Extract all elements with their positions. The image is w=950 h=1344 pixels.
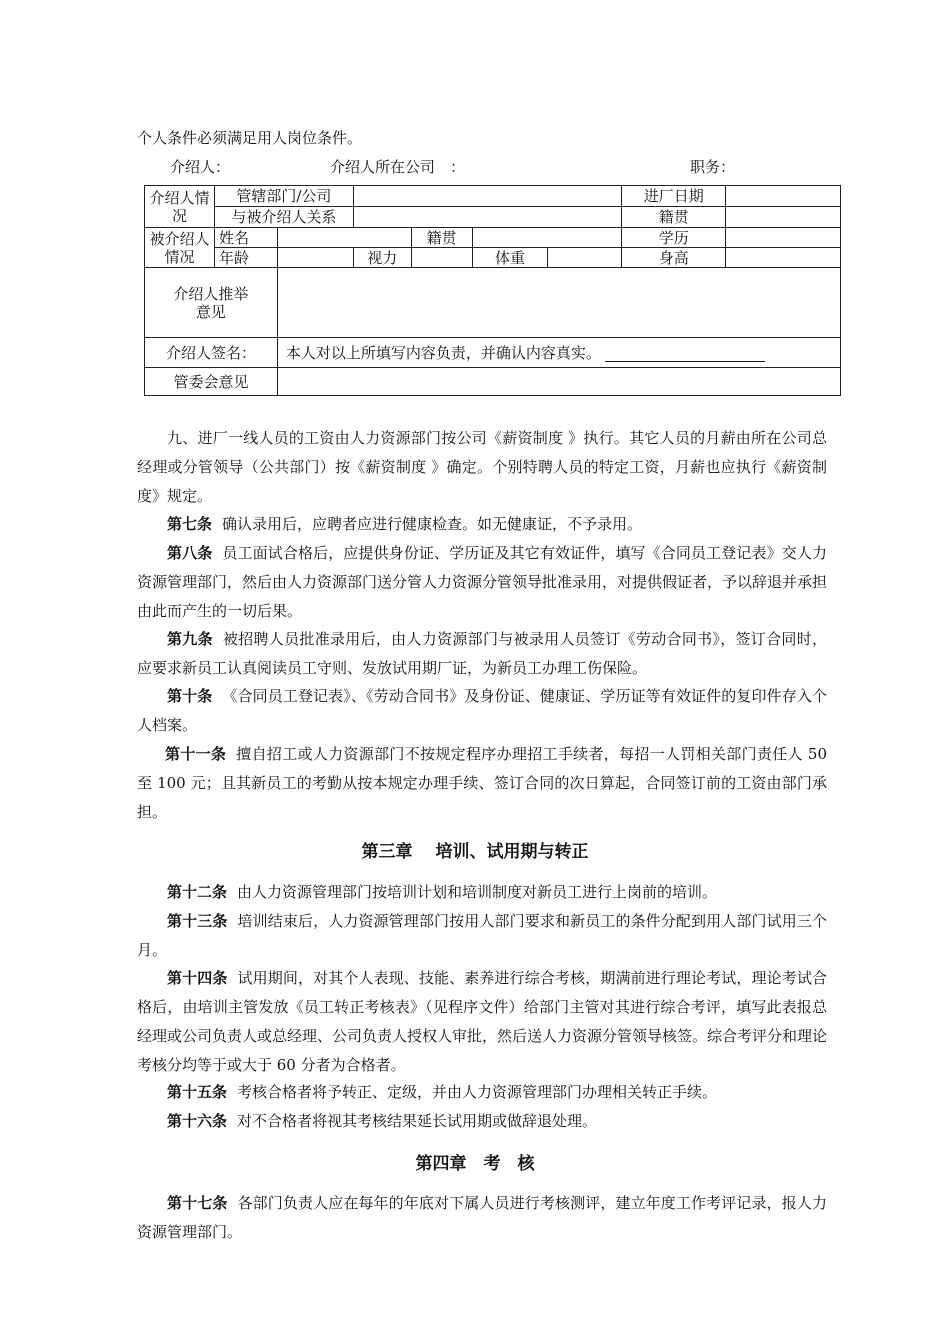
- article-15-text: 考核合格者将予转正、定级，并由人力资源管理部门办理相关转正手续。: [237, 1083, 718, 1101]
- article-9-label: 第九条: [167, 630, 213, 648]
- cell-dept-value[interactable]: [353, 186, 622, 207]
- article-11: [137, 740, 827, 827]
- cell-weight-value[interactable]: [548, 248, 622, 268]
- paragraph-9: [137, 424, 827, 511]
- cell-dept-label: 管辖部门/公司: [214, 186, 353, 207]
- article-13-text: 培训结束后，人力资源管理部门按用人部门要求和新员工的条件分配到用人部门试用三个月。: [137, 912, 827, 959]
- cell-vision-value[interactable]: [411, 248, 472, 268]
- cell-committee-label: 管委会意见: [145, 368, 278, 396]
- cell-age-label: 年龄: [214, 248, 277, 268]
- paragraph-9-text: 九、进厂一线人员的工资由人力资源部门按公司《薪资制度 》执行。其它人员的月薪由所在公司总经理或分管领导（公共部门）按《薪资制度 》确定。个别特聘人员的特定工资，月薪也应执行《薪资制度》规定。: [137, 429, 827, 505]
- article-14-label: 第十四条: [167, 969, 228, 987]
- cell-join-date-label: 进厂日期: [622, 186, 726, 207]
- cell-age-value[interactable]: [277, 248, 353, 268]
- cell-name-label: 姓名: [214, 228, 277, 248]
- signature-line[interactable]: [605, 347, 765, 362]
- chapter-4-heading: 第四章 考 核: [415, 1154, 535, 1174]
- article-11-label: 第十一条: [165, 745, 227, 763]
- article-12: [137, 878, 827, 907]
- cell-native-place2-label: 籍贯: [411, 228, 472, 248]
- article-9-text: 被招聘人员批准录用后，由人力资源部门与被录用人员签订《劳动合同书》，签订合同时，应要求新员工认真阅读员工守则、发放试用期厂证，为新员工办理工伤保险。: [137, 630, 827, 677]
- cell-native-place-value[interactable]: [726, 207, 841, 228]
- article-13-label: 第十三条: [167, 912, 228, 930]
- article-12-label: 第十二条: [167, 883, 228, 901]
- referrer-position-label: 职务：: [690, 158, 736, 176]
- intro-line: 个人条件必须满足用人岗位条件。: [137, 129, 363, 147]
- cell-join-date-value[interactable]: [726, 186, 841, 207]
- article-10: [137, 682, 827, 740]
- referrer-label: 介绍人：: [170, 158, 231, 176]
- article-16-text: 对不合格者将视其考核结果延长试用期或做辞退处理。: [237, 1112, 598, 1130]
- referrer-company-label: 介绍人所在公司 ：: [330, 158, 466, 176]
- article-17: [137, 1189, 827, 1247]
- article-17-text: 各部门负责人应在每年的年底对下属人员进行考核测评，建立年度工作考评记录，报人力资源管理部门。: [137, 1194, 827, 1241]
- cell-weight-label: 体重: [472, 248, 548, 268]
- cell-relation-label: 与被介绍人关系: [214, 207, 353, 228]
- cell-committee-value[interactable]: [277, 368, 840, 396]
- cell-name-value[interactable]: [277, 228, 411, 248]
- cell-native-place2-value[interactable]: [472, 228, 622, 248]
- chapter-3-heading: 第三章 培训、试用期与转正: [361, 842, 589, 862]
- cell-vision-label: 视力: [353, 248, 411, 268]
- article-7-label: 第七条: [167, 515, 213, 533]
- signature-statement: 本人对以上所填写内容负责，并确认内容真实。: [285, 343, 601, 362]
- cell-height-label: 身高: [622, 248, 726, 268]
- article-8-label: 第八条: [167, 544, 213, 562]
- article-15-label: 第十五条: [167, 1083, 228, 1101]
- referral-form-table: [144, 185, 841, 396]
- cell-education-label: 学历: [622, 228, 726, 248]
- cell-height-value[interactable]: [726, 248, 841, 268]
- cell-recommend-value[interactable]: [277, 268, 840, 338]
- article-15: [137, 1078, 827, 1107]
- article-10-text: 《合同员工登记表》、《劳动合同书》及身份证、健康证、学历证等有效证件的复印件存入个人档案。: [137, 687, 827, 734]
- cell-referrer-info: 介绍人情况: [145, 186, 215, 228]
- cell-signature-value[interactable]: [277, 338, 840, 368]
- recommend-label-text: 介绍人推举意见: [173, 284, 249, 321]
- cell-relation-value[interactable]: [353, 207, 622, 228]
- cell-referee-info: 被介绍人情况: [145, 228, 215, 268]
- article-10-label: 第十条: [167, 687, 213, 705]
- article-7-text: 确认录用后，应聘者应进行健康检查。如无健康证，不予录用。: [222, 515, 643, 533]
- article-12-text: 由人力资源管理部门按培训计划和培训制度对新员工进行上岗前的培训。: [237, 883, 718, 901]
- article-8-text: 员工面试合格后，应提供身份证、学历证及其它有效证件，填写《合同员工登记表》交人力资源管理部门，然后由人力资源部门送分管人力资源分管领导批准录用，对提供假证者，予以辞退并承担由此而产生的一切后果。: [137, 544, 828, 620]
- article-16: [137, 1107, 827, 1136]
- article-13: [137, 907, 827, 965]
- cell-education-value[interactable]: [726, 228, 841, 248]
- article-11-text: 擅自招工或人力资源部门不按规定程序办理招工手续者，每招一人罚相关部门责任人 50 至 100 元；且其新员工的考勤从按本规定办理手续、签订合同的次日算起，合同签订前的工资由部门承担。: [137, 745, 827, 821]
- article-8: [137, 539, 827, 626]
- article-14-text: 试用期间，对其个人表现、技能、素养进行综合考核，期满前进行理论考试，理论考试合格后，由培训主管发放《员工转正考核表》（见程序文件）给部门主管对其进行综合考评，填写此表报总经理或公司负责人或总经理、公司负责人授权人审批，然后送人力资源分管领导核签。综合考评分和理论考核分均等于或大于 60 分者为合格者。: [137, 969, 828, 1074]
- article-14: [137, 964, 827, 1080]
- article-16-label: 第十六条: [167, 1112, 228, 1130]
- cell-recommend-label: [145, 268, 278, 338]
- cell-native-place-label: 籍贯: [622, 207, 726, 228]
- cell-signature-label: 介绍人签名：: [145, 338, 278, 368]
- article-17-label: 第十七条: [167, 1194, 228, 1212]
- article-9: [137, 625, 827, 683]
- article-7: [137, 510, 827, 539]
